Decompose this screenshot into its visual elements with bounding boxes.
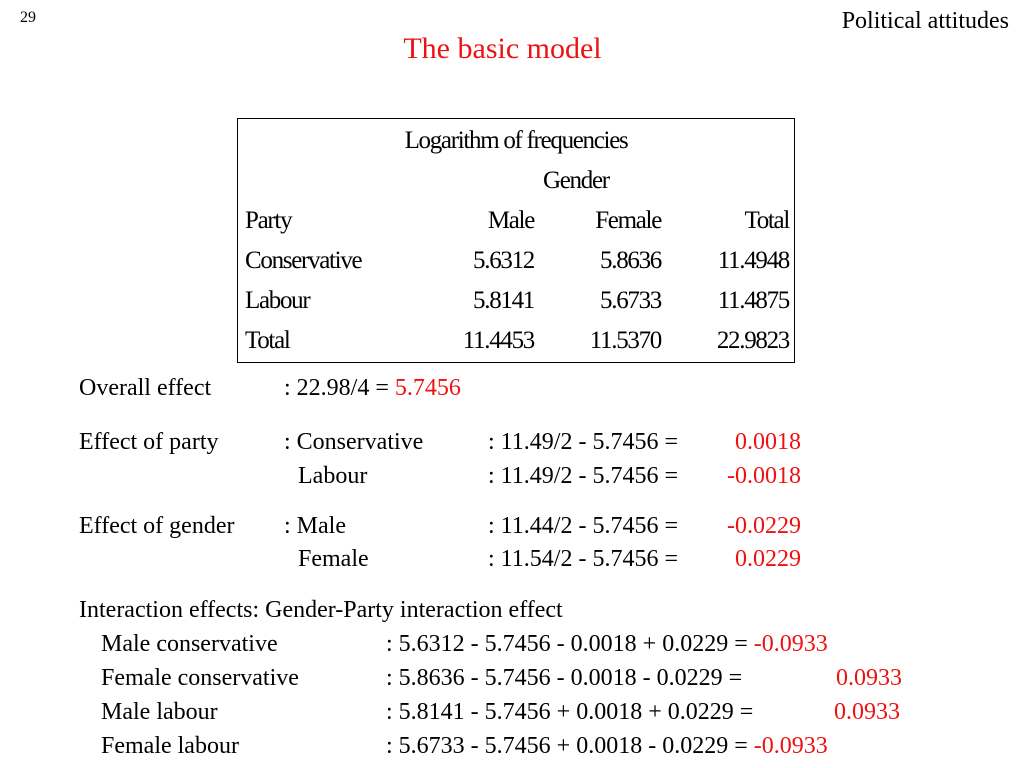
- gender-effect-formula: [488, 546, 678, 573]
- effect-value: -0.0018: [727, 463, 801, 489]
- party-effect-formula: [488, 463, 678, 490]
- formula-text: : 11.54/2 - 5.7456 =: [488, 546, 678, 572]
- table-cell: Total: [245, 327, 290, 354]
- party-effect-name: Labour: [298, 463, 368, 489]
- table-cell: 11.4948: [717, 247, 789, 274]
- interaction-formula: [386, 665, 742, 692]
- effect-value: 0.0018: [735, 429, 801, 455]
- interaction-heading: Interaction effects: Gender-Party interaction effect: [79, 597, 563, 623]
- column-header: Male: [487, 207, 534, 234]
- gender-effect-name: : Male: [284, 513, 346, 539]
- table-cell: 5.6312: [473, 247, 534, 274]
- table-cell: 22.9823: [716, 327, 789, 354]
- formula-text: : 5.8636 - 5.7456 - 0.0018 - 0.0229 =: [386, 665, 743, 691]
- gender-effect-formula: [488, 513, 678, 540]
- formula-text: : 5.6733 - 5.7456 + 0.0018 - 0.0229 =: [386, 733, 754, 759]
- slide-number: 29: [20, 9, 36, 26]
- interaction-name: Female labour: [101, 733, 239, 759]
- party-effect-formula: [488, 429, 678, 456]
- formula-text: : 11.44/2 - 5.7456 =: [488, 513, 678, 539]
- page-title: The basic model: [403, 32, 602, 65]
- formula-text: : 11.49/2 - 5.7456 =: [488, 429, 678, 455]
- formula-text: : 11.49/2 - 5.7456 =: [488, 463, 678, 489]
- table-group-header: Gender: [543, 167, 609, 194]
- table-cell: 5.6733: [600, 287, 661, 314]
- interaction-formula: [386, 631, 828, 658]
- gender-effect-name: Female: [298, 546, 369, 572]
- table-cell: 5.8141: [473, 287, 534, 314]
- gender-effect-label: Effect of gender: [79, 513, 235, 539]
- interaction-name: Male labour: [101, 699, 218, 725]
- interaction-formula: [386, 699, 753, 726]
- overall-effect-label: Overall effect: [79, 375, 212, 401]
- effect-value: -0.0933: [753, 631, 828, 657]
- formula-text: : 5.6312 - 5.7456 - 0.0018 + 0.0229 =: [386, 631, 754, 657]
- effect-value: -0.0229: [727, 513, 801, 539]
- column-header: Total: [744, 207, 789, 234]
- frequency-table: [237, 118, 795, 363]
- table-caption: Logarithm of frequencies: [404, 127, 628, 154]
- table-row: [238, 327, 794, 367]
- formula-text: : 22.98/4 =: [284, 375, 395, 401]
- interaction-formula: [386, 733, 828, 760]
- table-cell: 11.5370: [589, 327, 661, 354]
- effect-value: 5.7456: [394, 375, 461, 401]
- table-cell: 5.8636: [600, 247, 661, 274]
- table-row: [238, 247, 794, 287]
- overall-effect-formula: [284, 375, 461, 402]
- effect-value: 0.0229: [735, 546, 801, 572]
- column-header: Female: [595, 207, 661, 234]
- interaction-name: Male conservative: [101, 631, 278, 657]
- formula-text: : 5.8141 - 5.7456 + 0.0018 + 0.0229 =: [386, 699, 754, 725]
- effect-value: -0.0933: [753, 733, 828, 759]
- interaction-name: Female conservative: [101, 665, 299, 691]
- effect-value: 0.0933: [836, 665, 902, 691]
- column-header: Party: [245, 207, 292, 234]
- table-cell: 11.4875: [717, 287, 789, 314]
- table-row: [238, 287, 794, 327]
- table-cell: 11.4453: [462, 327, 534, 354]
- slide-header: Political attitudes: [841, 8, 1009, 34]
- party-effect-label: Effect of party: [79, 429, 219, 455]
- table-cell: Conservative: [245, 247, 362, 274]
- table-header-row: [238, 207, 794, 247]
- effect-value: 0.0933: [834, 699, 900, 725]
- party-effect-name: : Conservative: [284, 429, 424, 455]
- table-cell: Labour: [245, 287, 310, 314]
